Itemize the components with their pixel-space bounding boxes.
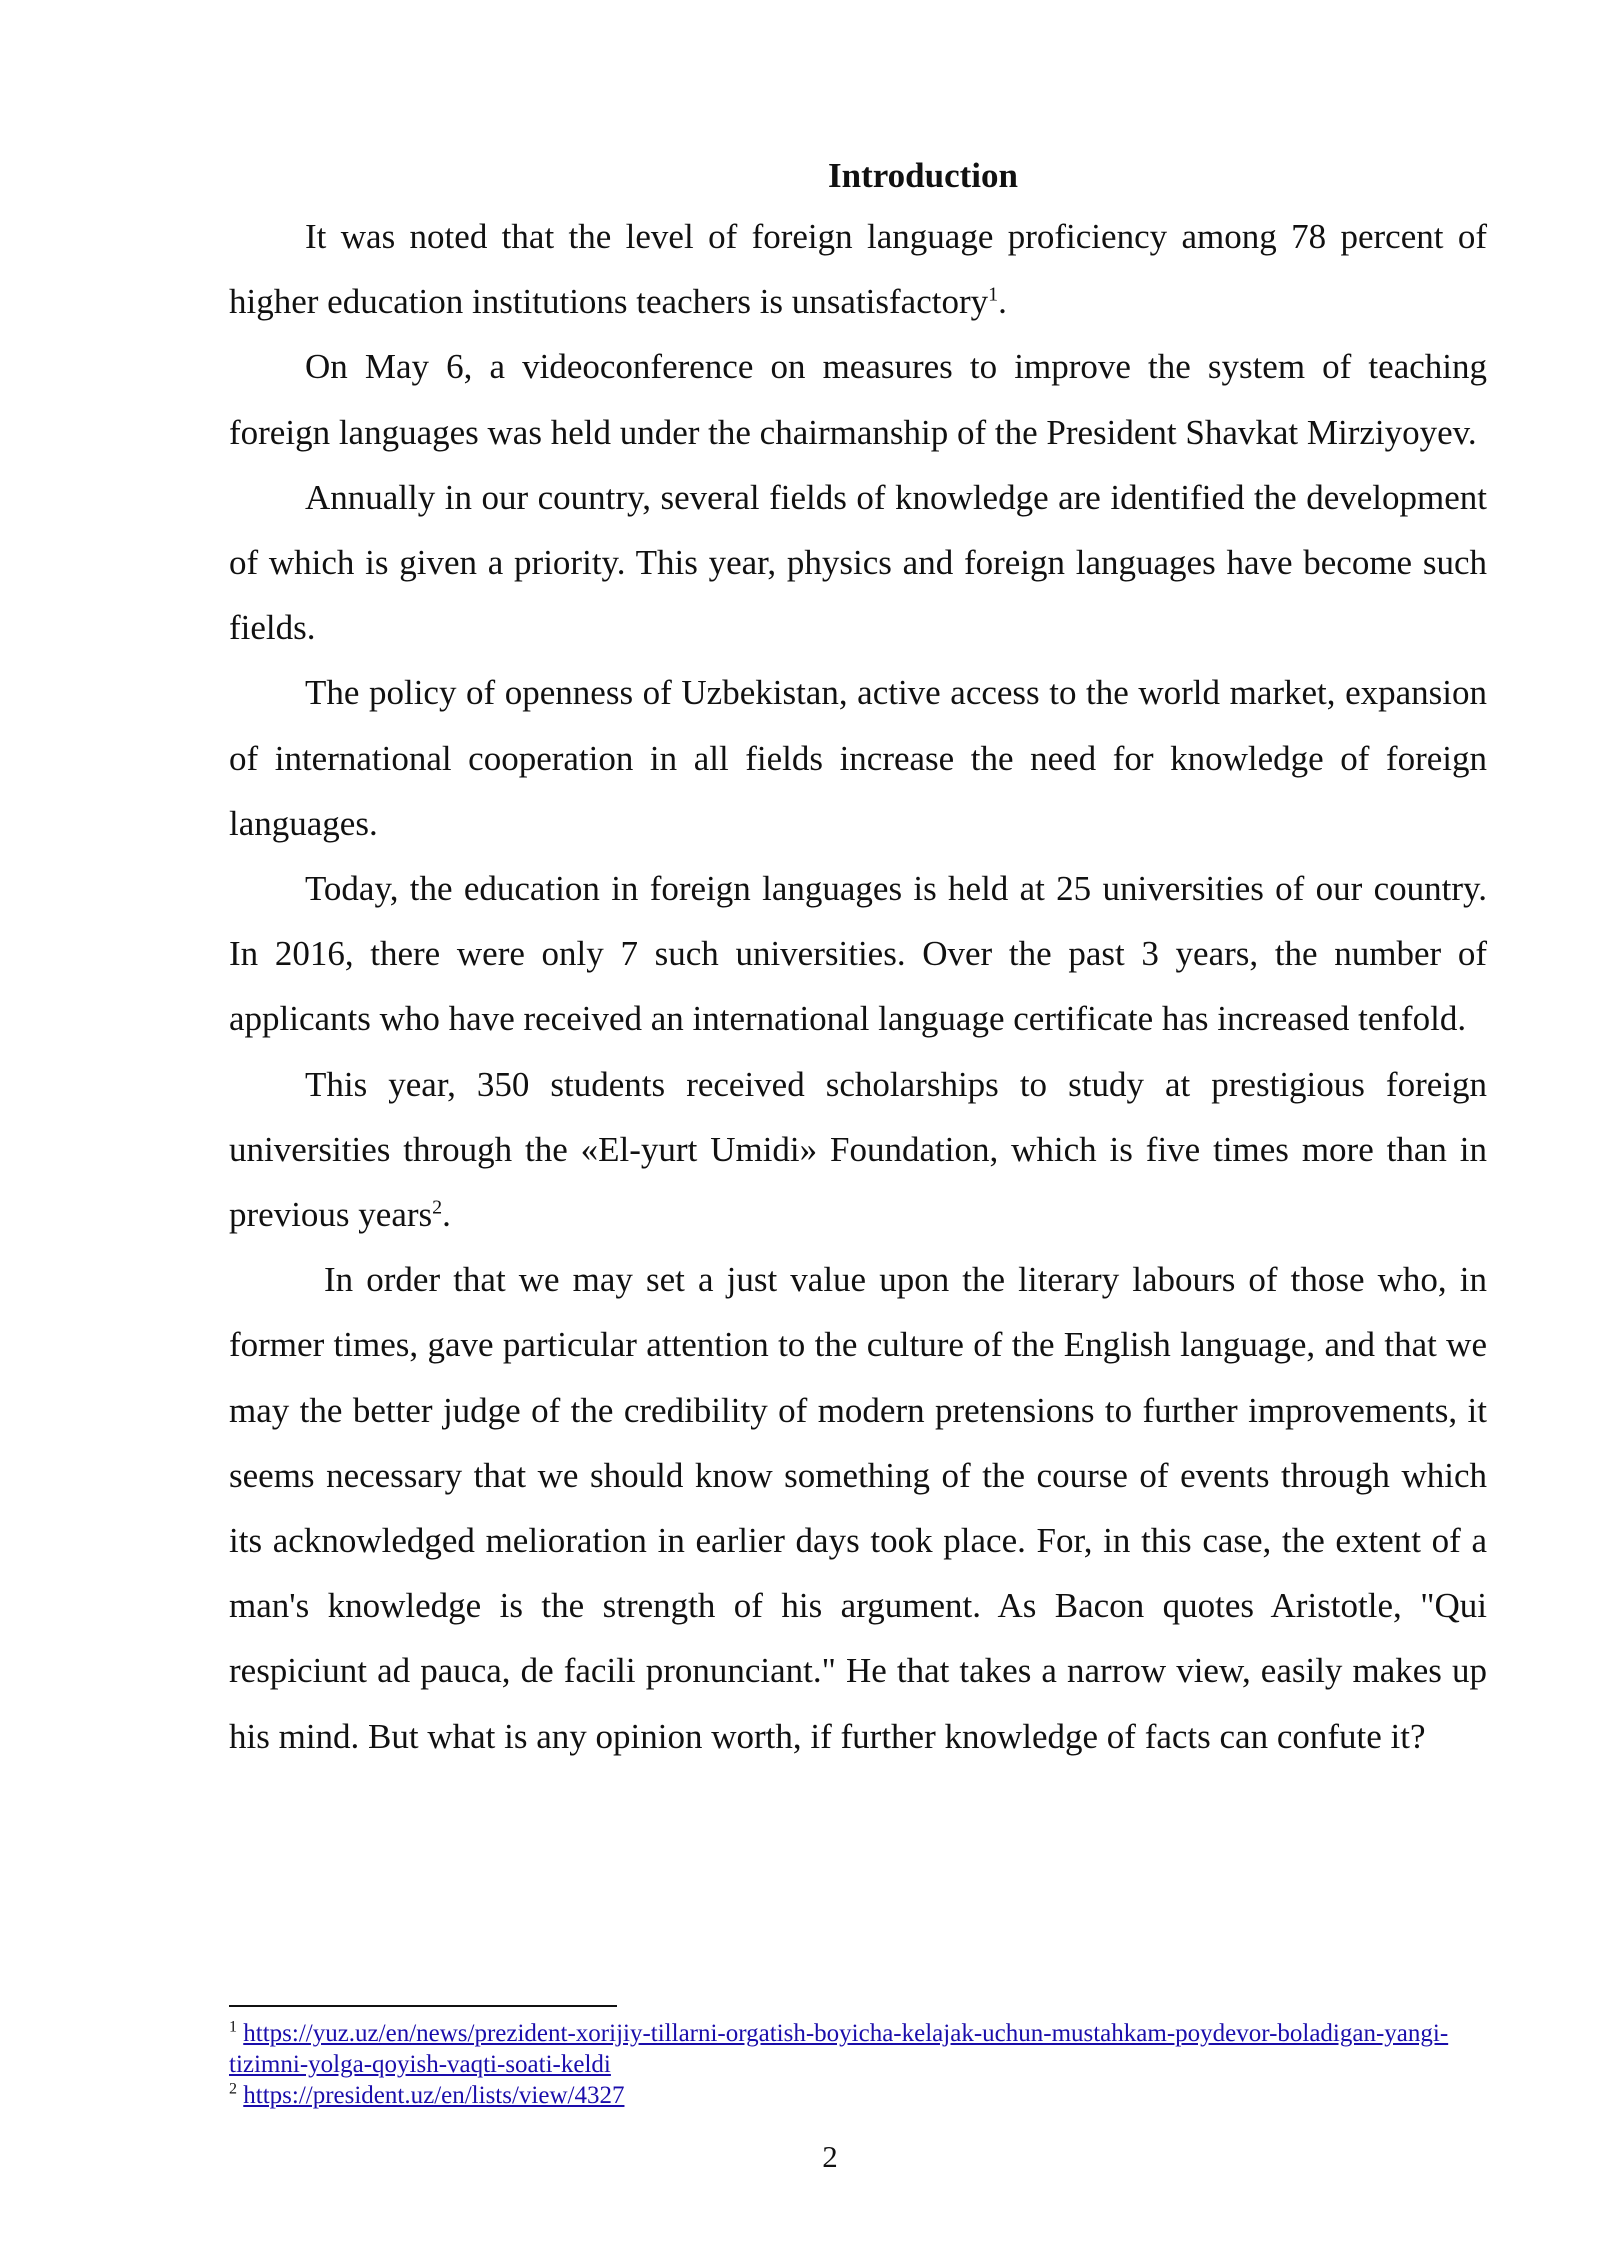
footnote-ref-2: 2 <box>432 1196 443 1219</box>
paragraph-3 <box>229 465 1487 661</box>
page-title: Introduction <box>828 156 1018 195</box>
footnote-2-link[interactable]: https://president.uz/en/lists/view/4327 <box>243 2082 625 2109</box>
paragraph-1-tail: . <box>998 282 1007 322</box>
page-body <box>229 148 1487 1769</box>
paragraph-4-text: The policy of openness of Uzbekistan, active access to the world market, expansion of international cooperation in all fields increase the need for knowledge of foreign languages. <box>229 673 1487 843</box>
paragraph-1 <box>229 204 1487 334</box>
paragraph-1-text: It was noted that the level of foreign language proficiency among 78 percent of higher education institutions teachers is unsatisfactory <box>229 217 1487 322</box>
paragraph-5 <box>229 856 1487 1052</box>
paragraph-3-text: Annually in our country, several fields of knowledge are identified the development of which is given a priority. This year, physics and foreign languages have become such fields. <box>229 477 1487 648</box>
paragraph-4 <box>229 660 1487 856</box>
paragraph-5-text: Today, the education in foreign languages is held at 25 universities of our country. In 2016, there were only 7 such universities. Over the past 3 years, the number of applicants who have received an international language certificate has increased tenfold. <box>229 869 1487 1039</box>
footnote-2-number: 2 <box>229 2080 237 2098</box>
footnote-1 <box>229 2018 1487 2080</box>
paragraph-2 <box>229 334 1487 464</box>
paragraph-6-text: This year, 350 students received scholarships to study at prestigious foreign universities through the «El-yurt Umidi» Foundation, which is five times more than in previous years <box>229 1064 1487 1235</box>
paragraph-7-text: In order that we may set a just value upon the literary labours of those who, in former times, gave particular attention to the culture of the English language, and that we may the better judge of the credibility of modern pretensions to further improvements, it seems necessary that we should know something of the course of events through which its acknowledged melioration in earlier days took place. For, in this case, the extent of a man's knowledge is the strength of his argument. As Bacon quotes Aristotle, "Qui respiciunt ad pauca, de facili pronunciant." He that takes a narrow view, easily makes up his mind. But what is any opinion worth, if further knowledge of facts can confute it? <box>229 1260 1487 1756</box>
footnotes <box>229 2018 1487 2111</box>
paragraph-6 <box>229 1052 1487 1248</box>
paragraph-2-text: On May 6, a videoconference on measures to improve the system of teaching foreign languages was held under the chairmanship of the President Shavkat Mirziyoyev. <box>229 347 1487 452</box>
footnote-2 <box>229 2080 1487 2111</box>
paragraph-6-tail: . <box>442 1195 451 1235</box>
footnote-1-number: 1 <box>229 2018 237 2036</box>
footnote-1-link[interactable]: https://yuz.uz/en/news/prezident-xorijiy-tillarni-orgatish-boyicha-kelajak-uchun-mustahkam-poydevor-boladigan-yangi-tizimni-yolga-qoyish-vaqti-soati-keldi <box>229 2020 1449 2078</box>
footnote-separator <box>229 2005 617 2007</box>
page-number: 2 <box>822 2139 838 2174</box>
footnote-ref-1: 1 <box>988 283 999 306</box>
paragraph-7 <box>229 1247 1487 1769</box>
